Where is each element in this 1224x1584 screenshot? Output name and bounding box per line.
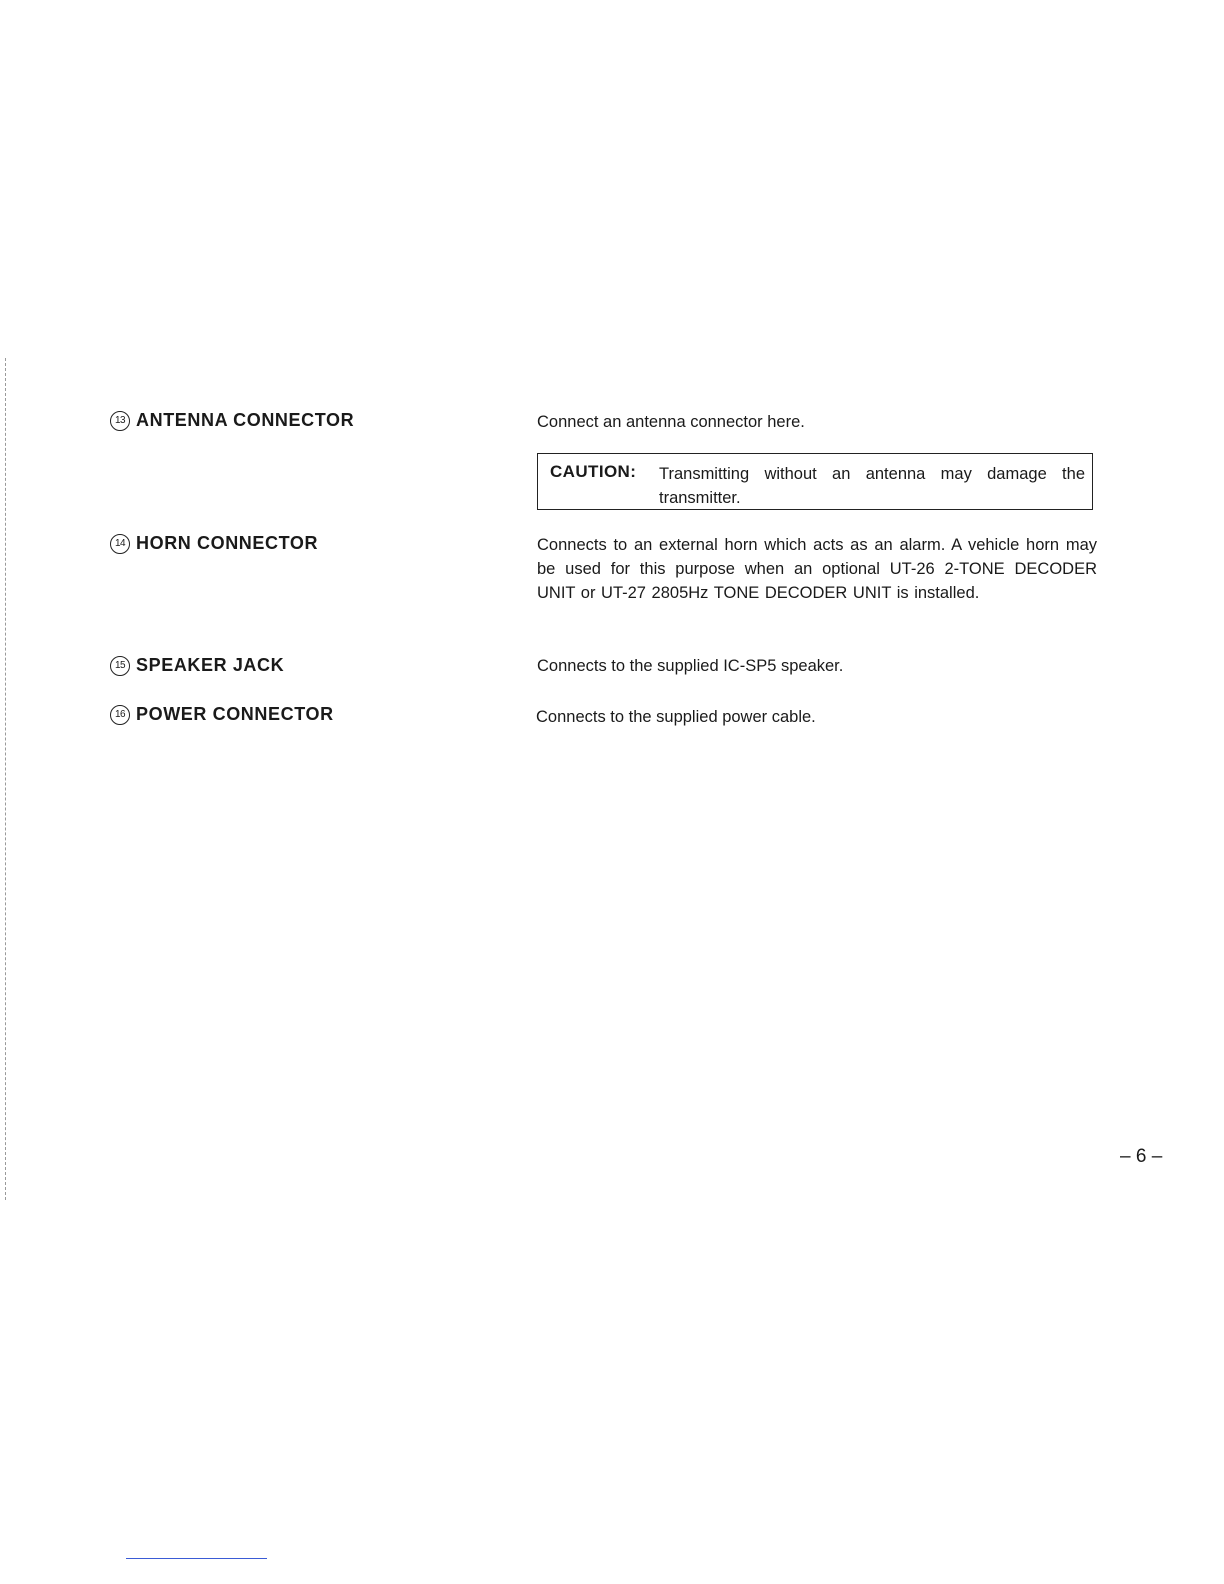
speaker-jack-heading	[110, 655, 284, 676]
item-number-badge: 14	[110, 534, 130, 554]
power-connector-heading	[110, 704, 334, 725]
item-number-badge: 15	[110, 656, 130, 676]
caution-box	[537, 453, 1093, 510]
item-number-badge: 13	[110, 411, 130, 431]
item-title: SPEAKER JACK	[136, 655, 285, 675]
caution-text: Transmitting without an antenna may damage the transmitter.	[659, 465, 1085, 507]
horn-connector-description: Connects to an external horn which acts as an alarm. A vehicle horn may be used for this purpose when an optional UT-26 2-TONE DECODER UNIT or UT-27 2805Hz TONE DECODER UNIT is installed.	[537, 536, 1097, 602]
binding-edge-line	[5, 358, 6, 1200]
speaker-jack-description: Connects to the supplied IC-SP5 speaker.	[537, 657, 844, 675]
item-number-badge: 16	[110, 705, 130, 725]
page-number: – 6 –	[1120, 1146, 1163, 1167]
power-connector-description: Connects to the supplied power cable.	[536, 708, 816, 726]
horn-connector-heading	[110, 533, 318, 554]
footer-underline	[126, 1558, 267, 1559]
item-title: HORN CONNECTOR	[136, 533, 319, 553]
caution-label: CAUTION:	[550, 462, 637, 481]
antenna-connector-heading	[110, 410, 354, 431]
item-title: POWER CONNECTOR	[136, 704, 334, 724]
antenna-connector-description: Connect an antenna connector here.	[537, 413, 805, 431]
item-title: ANTENNA CONNECTOR	[136, 410, 355, 430]
